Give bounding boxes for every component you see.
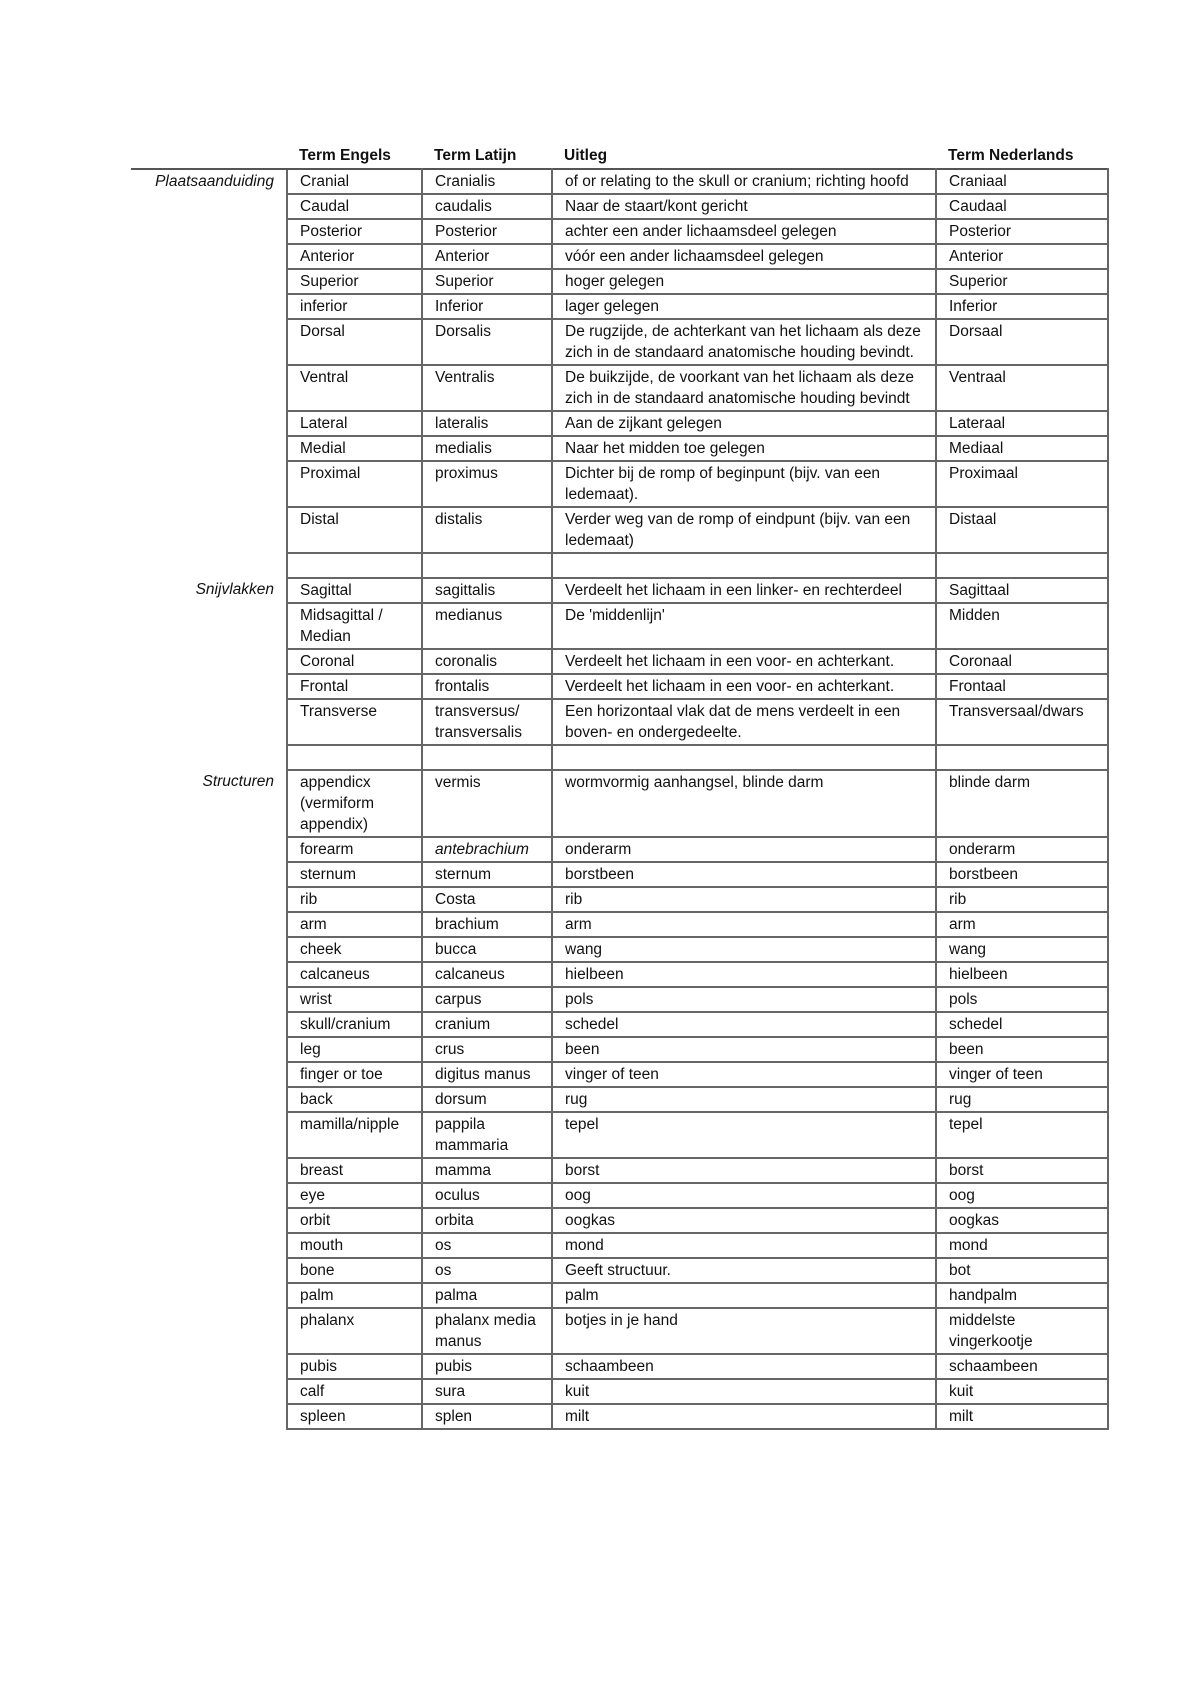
term-english-cell: orbit xyxy=(287,1208,422,1233)
section-label xyxy=(131,962,287,987)
term-latin-cell: mamma xyxy=(422,1158,552,1183)
term-english-cell: inferior xyxy=(287,294,422,319)
explanation-cell: mond xyxy=(552,1233,936,1258)
header-section xyxy=(131,142,287,169)
term-dutch-cell: Coronaal xyxy=(936,649,1108,674)
explanation-cell: Verder weg van de romp of eindpunt (bijv. van een ledemaat) xyxy=(552,507,936,553)
term-english-cell: Proximal xyxy=(287,461,422,507)
term-latin-cell: calcaneus xyxy=(422,962,552,987)
term-latin-cell: pappila mammaria xyxy=(422,1112,552,1158)
section-label xyxy=(131,219,287,244)
table-row xyxy=(131,674,1108,699)
term-latin-cell: Posterior xyxy=(422,219,552,244)
explanation-cell: vinger of teen xyxy=(552,1062,936,1087)
table-header xyxy=(131,142,1108,169)
table-row xyxy=(131,1037,1108,1062)
term-dutch-cell: Superior xyxy=(936,269,1108,294)
section-label xyxy=(131,674,287,699)
term-dutch-cell: rug xyxy=(936,1087,1108,1112)
term-dutch-cell: Dorsaal xyxy=(936,319,1108,365)
table-row xyxy=(131,770,1108,837)
table-row xyxy=(131,1283,1108,1308)
term-english-cell: cheek xyxy=(287,937,422,962)
header-term-english: Term Engels xyxy=(299,147,391,164)
term-latin-cell: medialis xyxy=(422,436,552,461)
term-english-cell: sternum xyxy=(287,862,422,887)
term-english-cell: Dorsal xyxy=(287,319,422,365)
term-dutch-cell: wang xyxy=(936,937,1108,962)
term-english-cell: forearm xyxy=(287,837,422,862)
table-row xyxy=(131,194,1108,219)
table-row xyxy=(131,837,1108,862)
explanation-cell: pols xyxy=(552,987,936,1012)
term-latin-cell: carpus xyxy=(422,987,552,1012)
term-dutch-cell: Transversaal/dwars xyxy=(936,699,1108,745)
section-label xyxy=(131,1283,287,1308)
term-english-cell: Caudal xyxy=(287,194,422,219)
term-latin-cell: crus xyxy=(422,1037,552,1062)
explanation-cell: Aan de zijkant gelegen xyxy=(552,411,936,436)
term-dutch-cell: Proximaal xyxy=(936,461,1108,507)
term-english-cell xyxy=(287,745,422,770)
term-latin-cell: Cranialis xyxy=(422,169,552,194)
term-english-cell: Medial xyxy=(287,436,422,461)
term-english-cell: Sagittal xyxy=(287,578,422,603)
term-dutch-cell: milt xyxy=(936,1404,1108,1429)
explanation-cell xyxy=(552,553,936,578)
table-row xyxy=(131,603,1108,649)
header-explanation: Uitleg xyxy=(564,147,608,164)
term-english-cell: Frontal xyxy=(287,674,422,699)
table-row xyxy=(131,269,1108,294)
section-label xyxy=(131,837,287,862)
section-label xyxy=(131,1233,287,1258)
term-latin-cell: cranium xyxy=(422,1012,552,1037)
explanation-cell: Naar de staart/kont gericht xyxy=(552,194,936,219)
term-latin-cell: coronalis xyxy=(422,649,552,674)
explanation-cell: oog xyxy=(552,1183,936,1208)
term-english-cell: Cranial xyxy=(287,169,422,194)
term-dutch-cell: tepel xyxy=(936,1112,1108,1158)
explanation-cell: Dichter bij de romp of beginpunt (bijv. van een ledemaat). xyxy=(552,461,936,507)
term-english-cell: leg xyxy=(287,1037,422,1062)
table-row xyxy=(131,1379,1108,1404)
table-row xyxy=(131,294,1108,319)
term-dutch-cell: handpalm xyxy=(936,1283,1108,1308)
term-english-cell: breast xyxy=(287,1158,422,1183)
term-dutch-cell: hielbeen xyxy=(936,962,1108,987)
term-latin-cell: pubis xyxy=(422,1354,552,1379)
term-english-cell: Anterior xyxy=(287,244,422,269)
term-dutch-cell: oog xyxy=(936,1183,1108,1208)
spacer-row xyxy=(131,745,1108,770)
term-dutch-cell: Sagittaal xyxy=(936,578,1108,603)
table-row xyxy=(131,1258,1108,1283)
table-row xyxy=(131,649,1108,674)
term-latin-cell: brachium xyxy=(422,912,552,937)
term-latin-cell: Anterior xyxy=(422,244,552,269)
term-dutch-cell: Mediaal xyxy=(936,436,1108,461)
explanation-cell xyxy=(552,745,936,770)
explanation-cell: onderarm xyxy=(552,837,936,862)
header-term-dutch: Term Nederlands xyxy=(948,147,1074,164)
table-row xyxy=(131,1062,1108,1087)
explanation-cell: De 'middenlijn' xyxy=(552,603,936,649)
section-label xyxy=(131,244,287,269)
term-dutch-cell xyxy=(936,745,1108,770)
section-label xyxy=(131,411,287,436)
explanation-cell: lager gelegen xyxy=(552,294,936,319)
term-latin-cell: vermis xyxy=(422,770,552,837)
term-latin-cell: os xyxy=(422,1233,552,1258)
explanation-cell: vóór een ander lichaamsdeel gelegen xyxy=(552,244,936,269)
table-row xyxy=(131,411,1108,436)
table-row xyxy=(131,219,1108,244)
table-row xyxy=(131,436,1108,461)
term-latin-cell: sternum xyxy=(422,862,552,887)
term-dutch-cell xyxy=(936,553,1108,578)
table-row xyxy=(131,1404,1108,1429)
term-latin-cell: os xyxy=(422,1258,552,1283)
term-dutch-cell: onderarm xyxy=(936,837,1108,862)
term-dutch-cell: oogkas xyxy=(936,1208,1108,1233)
section-label xyxy=(131,1379,287,1404)
term-english-cell: Ventral xyxy=(287,365,422,411)
section-label xyxy=(131,1354,287,1379)
term-latin-cell: lateralis xyxy=(422,411,552,436)
header-term-latin: Term Latijn xyxy=(434,147,517,164)
section-label xyxy=(131,1062,287,1087)
explanation-cell: Geeft structuur. xyxy=(552,1258,936,1283)
section-label xyxy=(131,294,287,319)
term-dutch-cell: Inferior xyxy=(936,294,1108,319)
table-row xyxy=(131,912,1108,937)
explanation-cell: De buikzijde, de voorkant van het lichaam als deze zich in de standaard anatomische houding bevindt xyxy=(552,365,936,411)
term-latin-cell: sagittalis xyxy=(422,578,552,603)
term-latin-cell: antebrachium xyxy=(422,837,552,862)
explanation-cell: tepel xyxy=(552,1112,936,1158)
term-english-cell: Coronal xyxy=(287,649,422,674)
anatomy-glossary-table xyxy=(131,142,1109,1430)
section-label xyxy=(131,461,287,507)
term-english-cell: pubis xyxy=(287,1354,422,1379)
table-row xyxy=(131,1183,1108,1208)
explanation-cell: of or relating to the skull or cranium; richting hoofd xyxy=(552,169,936,194)
term-english-cell: arm xyxy=(287,912,422,937)
term-latin-cell: transversus/ transversalis xyxy=(422,699,552,745)
term-latin-cell: orbita xyxy=(422,1208,552,1233)
term-english-cell: Midsagittal / Median xyxy=(287,603,422,649)
table-row xyxy=(131,169,1108,194)
term-latin-cell: bucca xyxy=(422,937,552,962)
term-dutch-cell: rib xyxy=(936,887,1108,912)
term-dutch-cell: blinde darm xyxy=(936,770,1108,837)
section-label xyxy=(131,862,287,887)
table-row xyxy=(131,887,1108,912)
term-latin-cell: Inferior xyxy=(422,294,552,319)
term-dutch-cell: Caudaal xyxy=(936,194,1108,219)
term-dutch-cell: Distaal xyxy=(936,507,1108,553)
table-row xyxy=(131,319,1108,365)
term-english-cell: Distal xyxy=(287,507,422,553)
term-dutch-cell: borst xyxy=(936,1158,1108,1183)
term-latin-cell: phalanx media manus xyxy=(422,1308,552,1354)
term-latin-cell: Costa xyxy=(422,887,552,912)
explanation-cell: Verdeelt het lichaam in een linker- en rechterdeel xyxy=(552,578,936,603)
term-latin-cell: digitus manus xyxy=(422,1062,552,1087)
section-label xyxy=(131,194,287,219)
term-english-cell: mouth xyxy=(287,1233,422,1258)
explanation-cell: borstbeen xyxy=(552,862,936,887)
term-latin-cell: sura xyxy=(422,1379,552,1404)
term-dutch-cell: Ventraal xyxy=(936,365,1108,411)
section-label xyxy=(131,436,287,461)
section-label xyxy=(131,1404,287,1429)
section-label: Snijvlakken xyxy=(195,581,274,598)
term-english-cell: mamilla/nipple xyxy=(287,1112,422,1158)
section-label xyxy=(131,937,287,962)
term-english-cell: eye xyxy=(287,1183,422,1208)
term-dutch-cell: schedel xyxy=(936,1012,1108,1037)
term-english-cell: phalanx xyxy=(287,1308,422,1354)
section-label xyxy=(131,1087,287,1112)
explanation-cell: kuit xyxy=(552,1379,936,1404)
table-row xyxy=(131,1158,1108,1183)
section-label: Structuren xyxy=(202,773,274,790)
explanation-cell: rib xyxy=(552,887,936,912)
section-label xyxy=(131,1183,287,1208)
section-label xyxy=(131,745,287,770)
term-dutch-cell: Anterior xyxy=(936,244,1108,269)
section-label xyxy=(131,269,287,294)
term-english-cell: finger or toe xyxy=(287,1062,422,1087)
table-row xyxy=(131,1233,1108,1258)
table-row xyxy=(131,461,1108,507)
term-latin-cell: palma xyxy=(422,1283,552,1308)
explanation-cell: botjes in je hand xyxy=(552,1308,936,1354)
term-latin-cell: caudalis xyxy=(422,194,552,219)
explanation-cell: oogkas xyxy=(552,1208,936,1233)
term-english-cell: palm xyxy=(287,1283,422,1308)
explanation-cell: schaambeen xyxy=(552,1354,936,1379)
section-label xyxy=(131,1037,287,1062)
explanation-cell: wang xyxy=(552,937,936,962)
table-row xyxy=(131,1112,1108,1158)
term-english-cell xyxy=(287,553,422,578)
explanation-cell: Naar het midden toe gelegen xyxy=(552,436,936,461)
explanation-cell: arm xyxy=(552,912,936,937)
table-row xyxy=(131,507,1108,553)
section-label xyxy=(131,1308,287,1354)
term-english-cell: bone xyxy=(287,1258,422,1283)
term-english-cell: wrist xyxy=(287,987,422,1012)
term-latin-cell: splen xyxy=(422,1404,552,1429)
section-label xyxy=(131,319,287,365)
table-row xyxy=(131,699,1108,745)
term-dutch-cell: vinger of teen xyxy=(936,1062,1108,1087)
explanation-cell: Verdeelt het lichaam in een voor- en achterkant. xyxy=(552,674,936,699)
section-label xyxy=(131,1158,287,1183)
section-label xyxy=(131,1258,287,1283)
explanation-cell: milt xyxy=(552,1404,936,1429)
term-dutch-cell: Craniaal xyxy=(936,169,1108,194)
term-latin-cell: frontalis xyxy=(422,674,552,699)
explanation-cell: borst xyxy=(552,1158,936,1183)
term-dutch-cell: Posterior xyxy=(936,219,1108,244)
table-row xyxy=(131,862,1108,887)
term-latin-cell xyxy=(422,553,552,578)
term-dutch-cell: borstbeen xyxy=(936,862,1108,887)
section-label xyxy=(131,912,287,937)
term-dutch-cell: been xyxy=(936,1037,1108,1062)
explanation-cell: Een horizontaal vlak dat de mens verdeelt in een boven- en ondergedeelte. xyxy=(552,699,936,745)
term-latin-cell: Ventralis xyxy=(422,365,552,411)
term-latin-cell xyxy=(422,745,552,770)
table-row xyxy=(131,1354,1108,1379)
explanation-cell: palm xyxy=(552,1283,936,1308)
table-row xyxy=(131,365,1108,411)
section-label xyxy=(131,365,287,411)
table-body xyxy=(131,169,1108,1429)
section-label xyxy=(131,507,287,553)
section-label xyxy=(131,1112,287,1158)
table-row xyxy=(131,1308,1108,1354)
term-english-cell: Superior xyxy=(287,269,422,294)
section-label xyxy=(131,649,287,674)
term-latin-cell: distalis xyxy=(422,507,552,553)
term-latin-cell: medianus xyxy=(422,603,552,649)
table-row xyxy=(131,578,1108,603)
term-english-cell: skull/cranium xyxy=(287,1012,422,1037)
term-dutch-cell: Midden xyxy=(936,603,1108,649)
spacer-row xyxy=(131,553,1108,578)
term-dutch-cell: schaambeen xyxy=(936,1354,1108,1379)
term-latin-cell: Dorsalis xyxy=(422,319,552,365)
section-label xyxy=(131,699,287,745)
section-label xyxy=(131,1012,287,1037)
term-latin-cell: proximus xyxy=(422,461,552,507)
section-label xyxy=(131,553,287,578)
term-dutch-cell: Lateraal xyxy=(936,411,1108,436)
header-row xyxy=(131,142,1108,169)
explanation-cell: hielbeen xyxy=(552,962,936,987)
table-row xyxy=(131,962,1108,987)
term-english-cell: calcaneus xyxy=(287,962,422,987)
table-row xyxy=(131,987,1108,1012)
explanation-cell: achter een ander lichaamsdeel gelegen xyxy=(552,219,936,244)
term-dutch-cell: mond xyxy=(936,1233,1108,1258)
term-english-cell: spleen xyxy=(287,1404,422,1429)
table-row xyxy=(131,244,1108,269)
term-latin-cell: oculus xyxy=(422,1183,552,1208)
section-label xyxy=(131,987,287,1012)
term-english-cell: Transverse xyxy=(287,699,422,745)
term-latin-cell: Superior xyxy=(422,269,552,294)
term-dutch-cell: arm xyxy=(936,912,1108,937)
table-row xyxy=(131,1208,1108,1233)
explanation-cell: Verdeelt het lichaam in een voor- en achterkant. xyxy=(552,649,936,674)
term-english-cell: Posterior xyxy=(287,219,422,244)
explanation-cell: rug xyxy=(552,1087,936,1112)
term-dutch-cell: Frontaal xyxy=(936,674,1108,699)
table-row xyxy=(131,1012,1108,1037)
term-dutch-cell: middelste vingerkootje xyxy=(936,1308,1108,1354)
section-label: Plaatsaanduiding xyxy=(131,169,287,194)
table-row xyxy=(131,937,1108,962)
explanation-cell: schedel xyxy=(552,1012,936,1037)
section-label xyxy=(131,1208,287,1233)
table-row xyxy=(131,1087,1108,1112)
term-dutch-cell: bot xyxy=(936,1258,1108,1283)
section-label xyxy=(131,887,287,912)
explanation-cell: hoger gelegen xyxy=(552,269,936,294)
term-dutch-cell: pols xyxy=(936,987,1108,1012)
term-english-cell: Lateral xyxy=(287,411,422,436)
term-latin-cell: dorsum xyxy=(422,1087,552,1112)
explanation-cell: wormvormig aanhangsel, blinde darm xyxy=(552,770,936,837)
term-english-cell: appendicx (vermiform appendix) xyxy=(287,770,422,837)
term-english-cell: back xyxy=(287,1087,422,1112)
term-english-cell: calf xyxy=(287,1379,422,1404)
explanation-cell: been xyxy=(552,1037,936,1062)
section-label xyxy=(131,603,287,649)
term-dutch-cell: kuit xyxy=(936,1379,1108,1404)
term-english-cell: rib xyxy=(287,887,422,912)
explanation-cell: De rugzijde, de achterkant van het lichaam als deze zich in de standaard anatomische houding bevindt. xyxy=(552,319,936,365)
